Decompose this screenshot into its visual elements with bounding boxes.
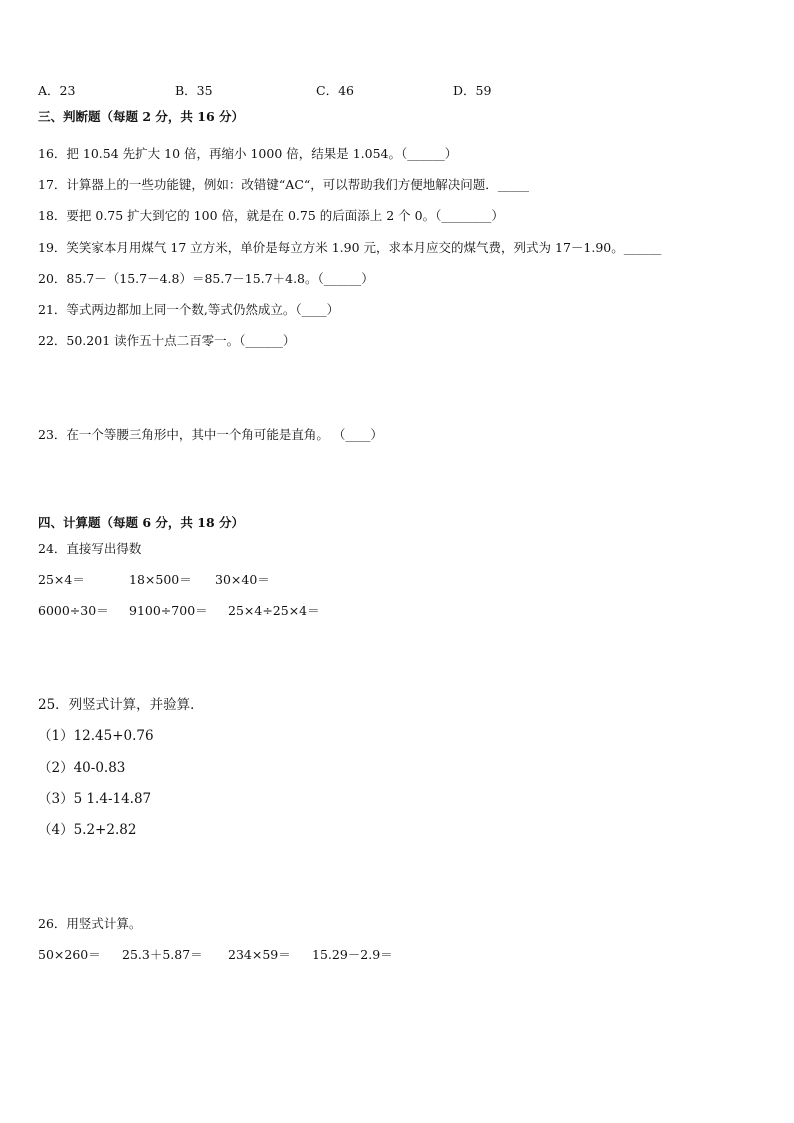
q24-item: 9100÷700＝ <box>129 603 208 618</box>
q24-item: 6000÷30＝ <box>38 603 109 618</box>
q25-item-3: （3）5 1.4-14.87 <box>38 791 152 807</box>
choice-b: B．35 <box>175 83 213 98</box>
q24-item: 30×40＝ <box>215 572 270 587</box>
question-16: 16．把 10.54 先扩大 10 倍，再缩小 1000 倍，结果是 1.054。（______） <box>38 146 458 161</box>
q26-item: 234×59＝ <box>228 947 291 962</box>
q26-item: 50×260＝ <box>38 947 101 962</box>
question-26-title: 26．用竖式计算。 <box>38 916 142 931</box>
question-23: 23．在一个等腰三角形中，其中一个角可能是直角。 （____） <box>38 427 383 442</box>
question-18: 18．要把 0.75 扩大到它的 100 倍，就是在 0.75 的后面添上 2 个 0。（________） <box>38 208 504 223</box>
question-25-title: 25．列竖式计算，并验算． <box>38 697 204 713</box>
q24-item: 18×500＝ <box>129 572 192 587</box>
q25-item-1: （1）12.45+0.76 <box>38 728 154 744</box>
section-heading-calculation: 四、计算题（每题 6 分，共 18 分） <box>38 515 245 530</box>
choice-c: C．46 <box>316 83 354 98</box>
q25-item-2: （2）40-0.83 <box>38 760 126 776</box>
question-17: 17．计算器上的一些功能键，例如：改错键“AC“，可以帮助我们方便地解决问题．_____ <box>38 177 530 192</box>
question-22: 22．50.201 读作五十点二百零一。（______） <box>38 333 296 348</box>
q26-item: 15.29－2.9＝ <box>312 947 393 962</box>
section-heading-judgement: 三、判断题（每题 2 分，共 16 分） <box>38 109 245 124</box>
q25-item-4: （4）5.2+2.82 <box>38 822 137 838</box>
q26-item: 25.3＋5.87＝ <box>122 947 203 962</box>
question-24-title: 24．直接写出得数 <box>38 541 142 556</box>
choice-a: A．23 <box>38 83 76 98</box>
question-19: 19．笑笑家本月用煤气 17 立方米，单价是每立方米 1.90 元，求本月应交的煤气费，列式为 17－1.90。______ <box>38 240 662 255</box>
question-20: 20．85.7－（15.7－4.8）＝85.7－15.7＋4.8。（______） <box>38 271 374 286</box>
q24-item: 25×4＝ <box>38 572 85 587</box>
q24-item: 25×4÷25×4＝ <box>228 603 320 618</box>
question-21: 21．等式两边都加上同一个数,等式仍然成立。（____） <box>38 302 340 317</box>
choice-d: D．59 <box>453 83 492 98</box>
